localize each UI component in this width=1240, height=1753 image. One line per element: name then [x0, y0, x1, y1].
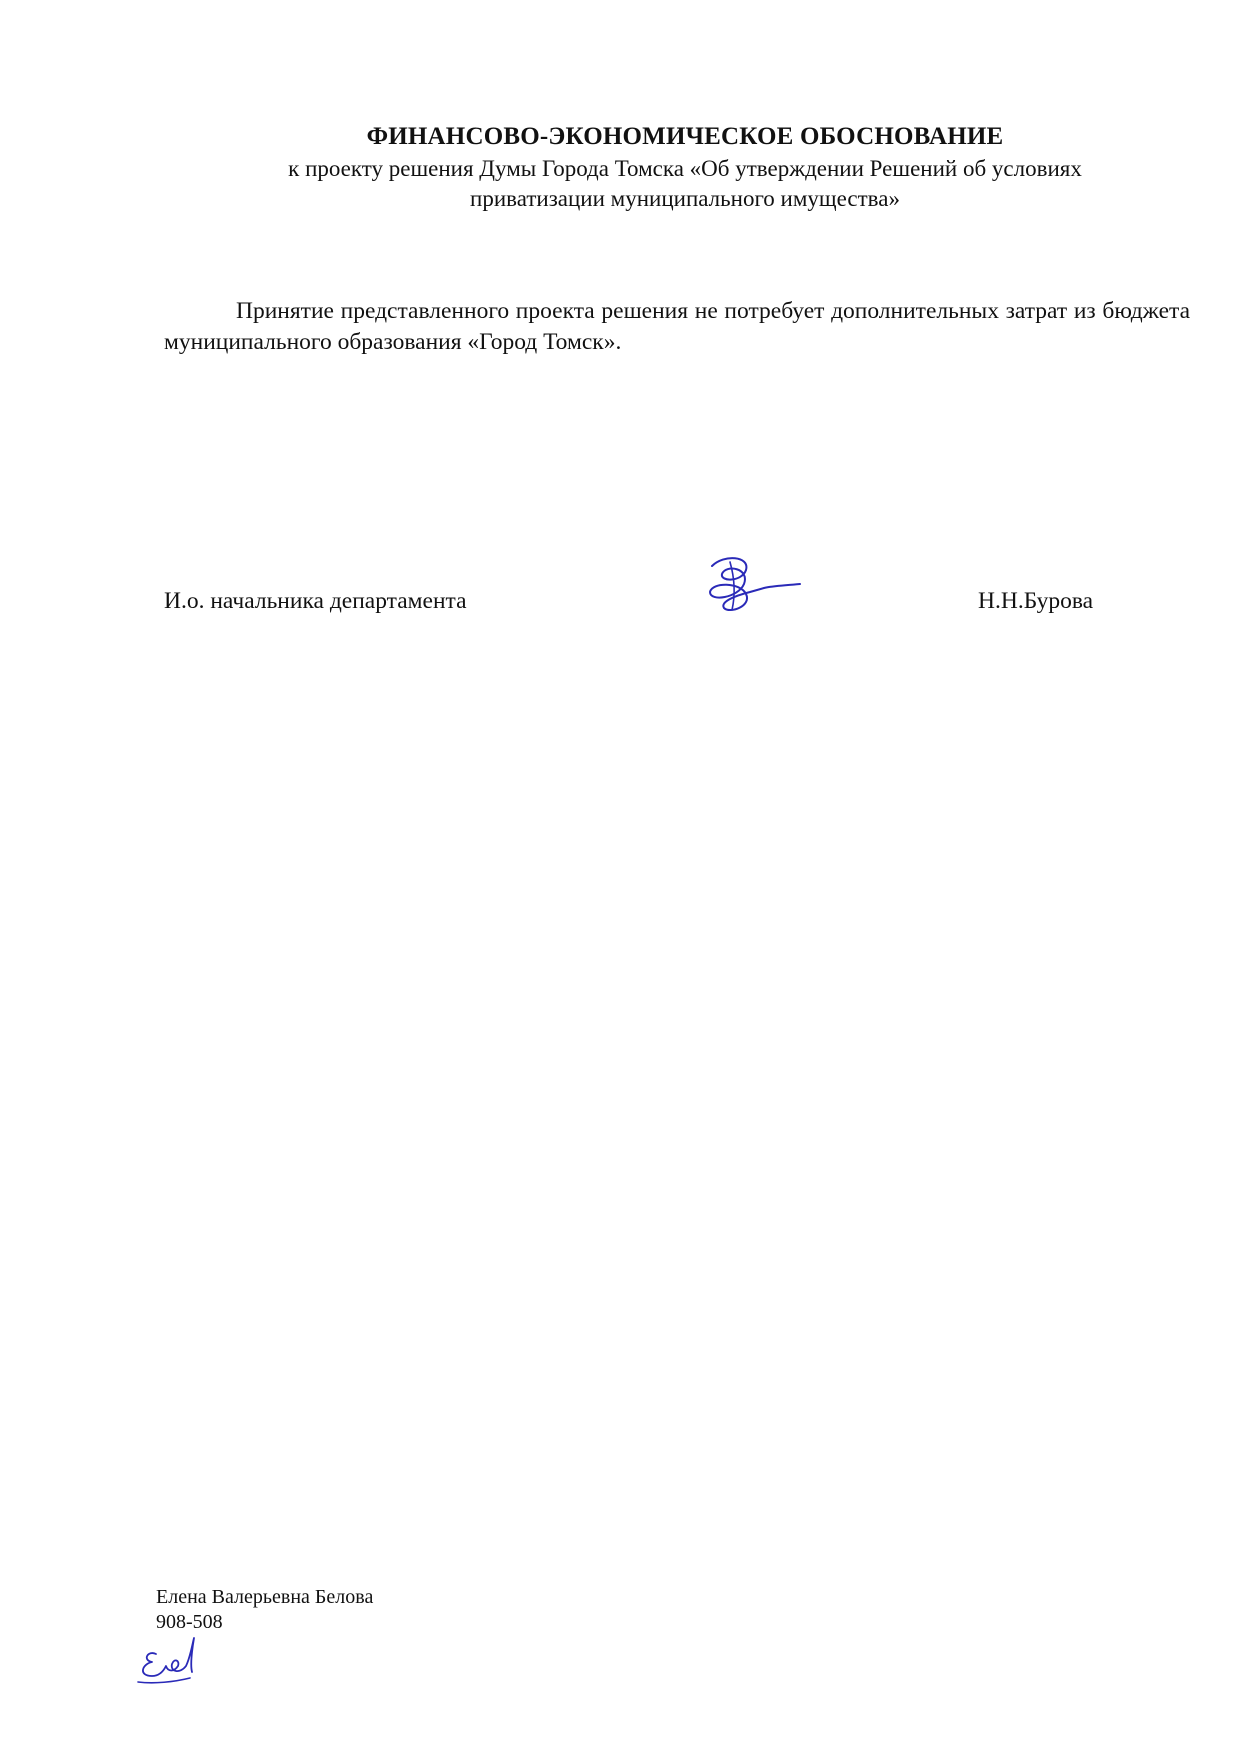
- signatory-position: И.о. начальника департамента: [164, 588, 467, 614]
- subtitle-line-1: к проекту решения Думы Города Томска «Об утверждении Решений об условиях: [288, 156, 1082, 181]
- document-title: ФИНАНСОВО-ЭКОНОМИЧЕСКОЕ ОБОСНОВАНИЕ: [366, 123, 1004, 150]
- executor-initials-signature: [134, 1632, 224, 1692]
- signatory-name: Н.Н.Бурова: [978, 588, 1094, 614]
- handwritten-signature: [700, 552, 810, 622]
- executor-phone: 908-508: [156, 1611, 223, 1633]
- document-subtitle: [0, 154, 1240, 214]
- executor-name: Елена Валерьевна Белова: [156, 1586, 374, 1608]
- executor-block: [156, 1585, 373, 1635]
- body-paragraph: Принятие представленного проекта решения не потребует дополнительных затрат из бюджета муниципального образования «Город Томск».: [164, 298, 1190, 355]
- subtitle-line-2: приватизации муниципального имущества»: [470, 186, 900, 211]
